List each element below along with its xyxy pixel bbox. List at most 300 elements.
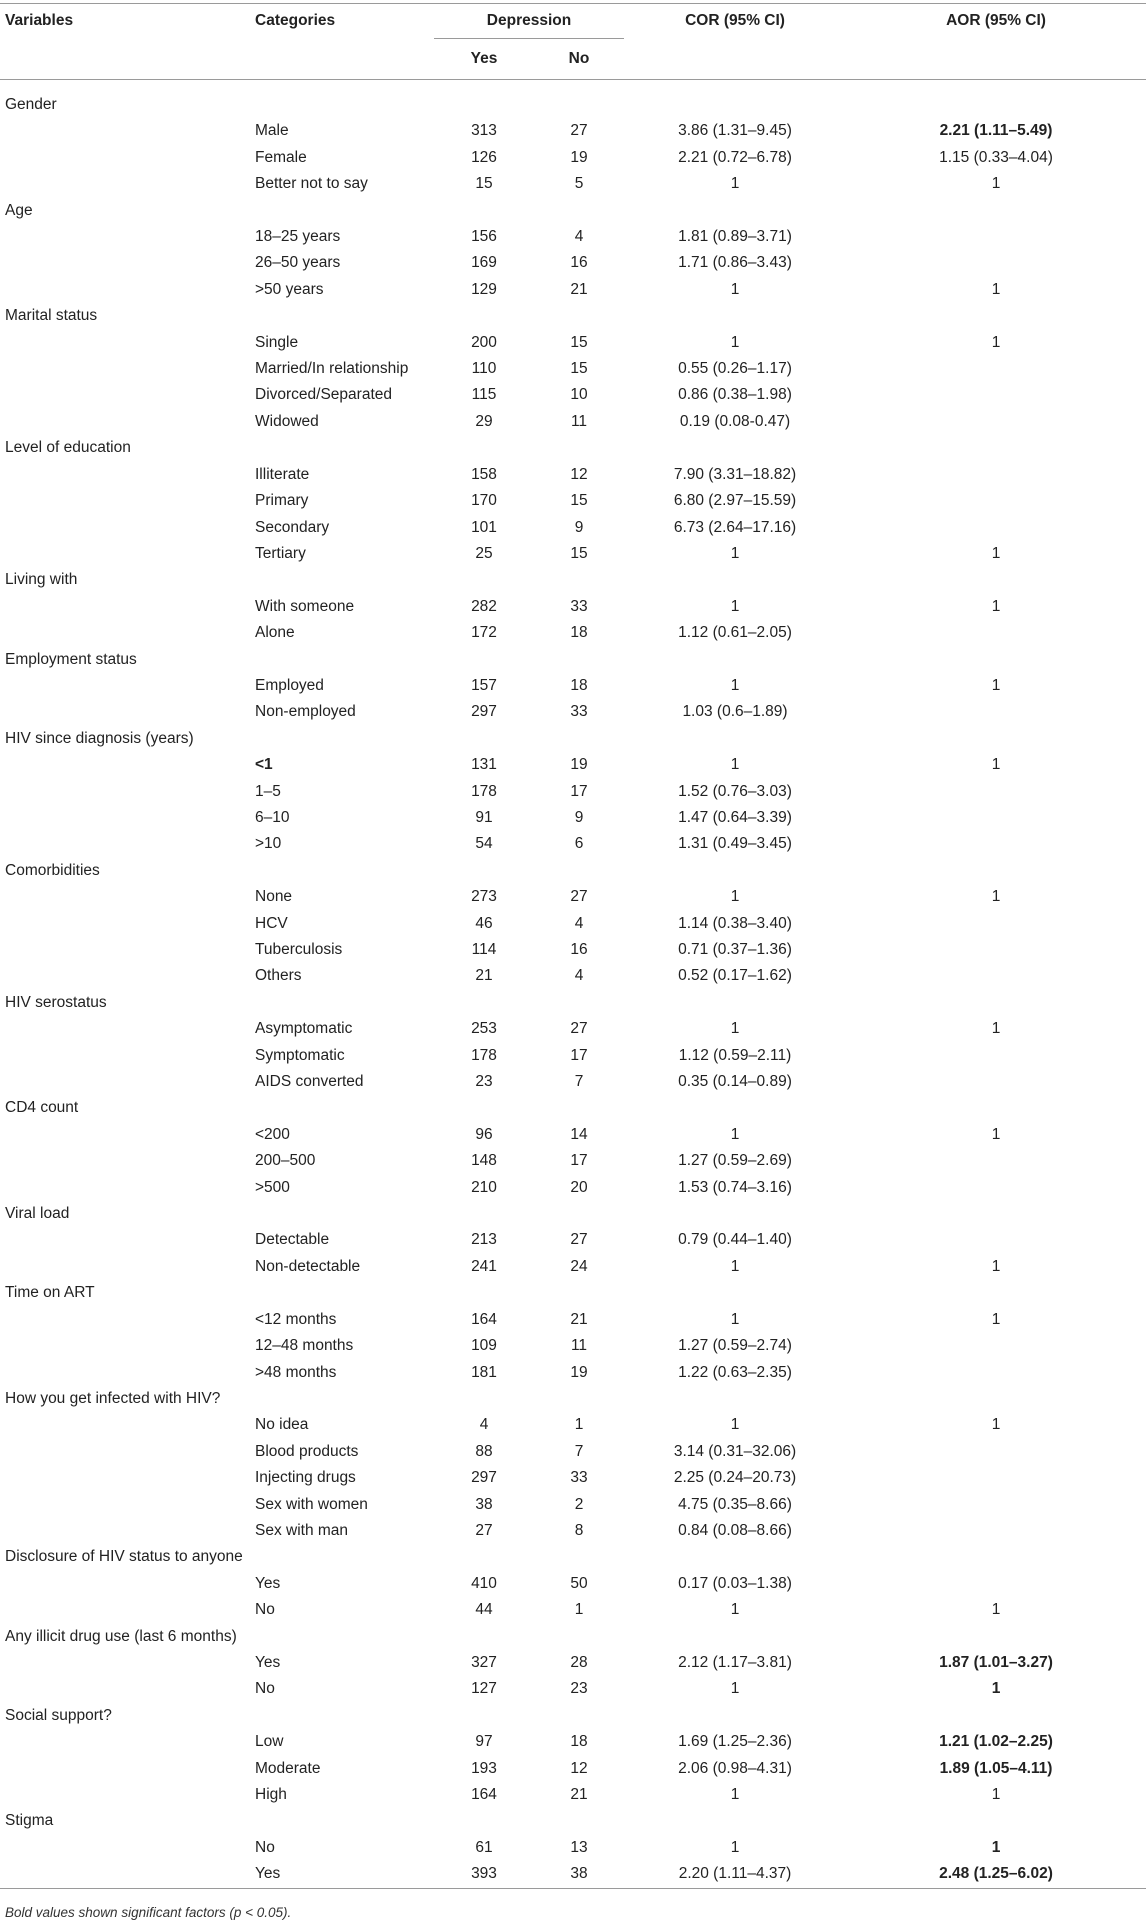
cell-yes: 200 [471, 333, 497, 351]
table-row [0, 1756, 1146, 1782]
cell-aor [846, 1465, 1146, 1491]
cell-category: HCV [255, 914, 288, 932]
table-row [0, 1597, 1146, 1623]
cell-no: 15 [570, 544, 588, 562]
cell-aor [846, 1333, 1146, 1359]
cell-cor: 1.12 (0.61–2.05) [678, 624, 792, 642]
table-row [0, 1227, 1146, 1253]
cell-cor: 2.21 (0.72–6.78) [678, 148, 792, 166]
variable-name: Stigma [5, 1812, 54, 1830]
table-row [0, 1465, 1146, 1491]
cell-aor [846, 1227, 1146, 1253]
cell-category: Tuberculosis [255, 941, 343, 958]
cell-aor [846, 699, 1146, 725]
cell-cor: 1.81 (0.89–3.71) [678, 228, 792, 246]
cell-no: 4 [574, 914, 584, 932]
variable-name: Employment status [5, 650, 137, 668]
cell-no: 24 [570, 1257, 588, 1275]
cell-no: 27 [570, 888, 588, 906]
header-spacer [0, 80, 1146, 93]
cell-no: 16 [570, 941, 588, 958]
cell-category: Others [255, 967, 302, 985]
variable-row [0, 990, 1146, 1016]
cell-no: 27 [570, 1020, 588, 1038]
cell-no: 20 [570, 1178, 588, 1196]
cell-yes: 115 [471, 386, 497, 404]
table-row [0, 1333, 1146, 1359]
table-row [0, 884, 1146, 910]
cell-no: 19 [570, 1363, 588, 1381]
cell-yes: 241 [471, 1257, 497, 1275]
cell-yes: 29 [475, 412, 493, 430]
cell-cor: 1.71 (0.86–3.43) [678, 254, 792, 272]
variable-row [0, 303, 1146, 329]
cell-yes: 282 [471, 597, 497, 615]
cell-yes: 91 [475, 808, 493, 826]
cell-cor: 1 [730, 1838, 740, 1856]
cell-aor: 1 [991, 597, 1001, 615]
cell-category: <1 [255, 756, 273, 774]
table-row [0, 937, 1146, 963]
cell-yes: 327 [471, 1653, 497, 1671]
cell-no: 21 [570, 1310, 588, 1328]
cell-cor: 2.12 (1.17–3.81) [678, 1653, 792, 1671]
cell-no: 38 [534, 1861, 624, 1888]
cell-no: 13 [570, 1838, 588, 1856]
cell-category: 1–5 [255, 782, 281, 800]
cell-cor: 6.73 (2.64–17.16) [673, 518, 797, 536]
table-row [0, 1412, 1146, 1438]
cell-yes: 297 [471, 1469, 497, 1487]
table-row [0, 1492, 1146, 1518]
cell-cor: 1.14 (0.38–3.40) [678, 914, 792, 932]
cell-aor: 1.21 (1.02–2.25) [939, 1733, 1053, 1751]
cell-yes: 393 [434, 1861, 534, 1888]
cell-yes: 38 [475, 1495, 493, 1513]
cell-cor: 0.55 (0.26–1.17) [678, 360, 792, 378]
cell-no: 11 [570, 1337, 588, 1355]
table-row [0, 356, 1146, 382]
cell-category: Better not to say [255, 175, 368, 193]
cell-yes: 61 [475, 1838, 493, 1856]
variable-name: Age [5, 201, 33, 219]
cell-cor: 1 [730, 888, 740, 906]
cell-aor [846, 1571, 1146, 1597]
variable-name: How you get infected with HIV? [5, 1389, 221, 1407]
table-row [0, 1307, 1146, 1333]
cell-cor: 1.31 (0.49–3.45) [678, 835, 792, 853]
cell-no: 17 [570, 1152, 588, 1170]
table-row [0, 779, 1146, 805]
cell-cor: 7.90 (3.31–18.82) [673, 465, 797, 483]
cell-yes: 213 [471, 1231, 497, 1249]
cell-cor: 1 [730, 1786, 740, 1803]
cell-no: 33 [570, 703, 588, 721]
cell-aor [846, 620, 1146, 646]
cell-cor: 1.27 (0.59–2.69) [678, 1152, 792, 1170]
cell-category: 26–50 years [255, 254, 341, 272]
cell-cor: 0.17 (0.03–1.38) [678, 1574, 792, 1592]
cell-no: 21 [570, 280, 588, 298]
table-row [0, 1676, 1146, 1702]
cell-yes: 178 [471, 782, 497, 800]
cell-cor: 1 [730, 280, 740, 298]
cell-aor: 1 [991, 175, 1001, 193]
cell-cor: 0.35 (0.14–0.89) [678, 1073, 792, 1091]
cell-aor: 1 [991, 1125, 1001, 1143]
cell-category: With someone [255, 597, 355, 615]
cell-category: Male [255, 122, 289, 140]
variable-name: Level of education [5, 439, 131, 457]
cell-yes: 410 [471, 1574, 497, 1592]
cell-aor: 1 [991, 1257, 1001, 1275]
variable-name: Marital status [5, 307, 98, 325]
cell-yes: 127 [471, 1680, 497, 1698]
cell-cor: 1.52 (0.76–3.03) [678, 782, 792, 800]
cell-no: 1 [574, 1416, 584, 1434]
cell-no: 33 [570, 597, 588, 615]
cell-category: 18–25 years [255, 228, 341, 246]
cell-yes: 126 [471, 148, 497, 166]
cell-category: Asymptomatic [255, 1020, 353, 1038]
cell-aor: 1 [991, 756, 1001, 774]
table-body [0, 80, 1146, 1889]
variable-row [0, 858, 1146, 884]
cell-no: 33 [570, 1469, 588, 1487]
cell-category: No [255, 1680, 275, 1698]
header-cor: COR (95% CI) [624, 4, 846, 80]
cell-category: >10 [255, 835, 282, 853]
cell-no: 8 [574, 1521, 584, 1539]
table-row [0, 1439, 1146, 1465]
cell-aor: 1.87 (1.01–3.27) [939, 1653, 1053, 1671]
cell-cor: 1 [730, 1680, 740, 1698]
cell-aor [846, 1043, 1146, 1069]
cell-aor: 2.48 (1.25–6.02) [846, 1861, 1146, 1888]
cell-yes: 157 [471, 676, 497, 694]
table-row [0, 171, 1146, 197]
cell-yes: 101 [471, 518, 497, 536]
cell-aor [846, 963, 1146, 989]
cell-yes: 23 [475, 1073, 493, 1091]
table-row [0, 911, 1146, 937]
cell-yes: 170 [471, 492, 497, 510]
table-row [0, 277, 1146, 303]
cell-category: None [255, 888, 293, 906]
cell-cor: 0.71 (0.37–1.36) [678, 941, 792, 958]
cell-aor [846, 515, 1146, 541]
variable-name: Social support? [5, 1706, 112, 1724]
table-footnote: Bold values shown significant factors (p < 0.05). [5, 1905, 292, 1920]
cell-cor: 0.84 (0.08–8.66) [678, 1521, 792, 1539]
cell-category: Divorced/Separated [255, 386, 392, 404]
cell-category: High [255, 1786, 287, 1803]
cell-aor: 1 [991, 676, 1001, 694]
cell-yes: 25 [475, 544, 493, 562]
table-row [0, 1518, 1146, 1544]
cell-category: No [255, 1838, 275, 1856]
variable-row [0, 1280, 1146, 1306]
cell-category: Non-detectable [255, 1257, 361, 1275]
cell-cor: 1.22 (0.63–2.35) [678, 1363, 792, 1381]
table-row [0, 831, 1146, 857]
cell-aor: 1 [991, 1680, 1001, 1698]
table-row [0, 1782, 1146, 1808]
header-no: No [534, 39, 624, 80]
cell-category: Low [255, 1733, 284, 1751]
table-row [0, 1148, 1146, 1174]
cell-category: Sex with women [255, 1495, 368, 1513]
cell-category: Moderate [255, 1759, 321, 1777]
cell-no: 10 [570, 386, 588, 404]
cell-yes: 27 [475, 1521, 493, 1539]
table-row [0, 699, 1146, 725]
cell-no: 50 [570, 1574, 588, 1592]
cell-category: Yes [247, 1861, 434, 1888]
cell-cor: 1 [730, 175, 740, 193]
cell-cor: 1.53 (0.74–3.16) [678, 1178, 792, 1196]
cell-category: Non-employed [255, 703, 356, 721]
header-yes: Yes [434, 39, 534, 80]
table-row [0, 1254, 1146, 1280]
cell-cor: 0.86 (0.38–1.98) [678, 386, 792, 404]
variable-name: Any illicit drug use (last 6 months) [5, 1627, 237, 1645]
table-row [0, 145, 1146, 171]
cell-aor: 2.21 (1.11–5.49) [939, 122, 1053, 140]
table-row [0, 620, 1146, 646]
cell-yes: 97 [475, 1733, 493, 1751]
cell-category: Yes [255, 1574, 281, 1592]
cell-aor [846, 462, 1146, 488]
cell-yes: 156 [471, 228, 497, 246]
cell-aor [846, 1518, 1146, 1544]
cell-cor: 0.19 (0.08-0.47) [679, 412, 791, 430]
cell-category: No [255, 1601, 275, 1619]
cell-cor: 0.52 (0.17–1.62) [678, 967, 792, 985]
cell-yes: 273 [471, 888, 497, 906]
table-row [0, 752, 1146, 778]
cell-category: Blood products [255, 1442, 359, 1460]
cell-yes: 210 [471, 1178, 497, 1196]
header-variables: Variables [0, 4, 247, 80]
cell-category: No idea [255, 1416, 309, 1434]
cell-aor: 1 [991, 280, 1001, 298]
cell-no: 18 [570, 624, 588, 642]
cell-aor: 1 [991, 1310, 1001, 1328]
cell-aor [846, 250, 1146, 276]
cell-category: Female [255, 148, 307, 166]
cell-yes: 96 [475, 1125, 493, 1143]
cell-category: Secondary [255, 518, 330, 536]
cell-no: 27 [570, 1231, 588, 1249]
table-row [0, 805, 1146, 831]
cell-category: Primary [255, 492, 309, 510]
cell-no: 14 [570, 1125, 588, 1143]
header-depression: Depression [434, 4, 624, 39]
cell-category: >48 months [255, 1363, 337, 1381]
variable-name: Comorbidities [5, 861, 100, 879]
cell-yes: 181 [471, 1363, 497, 1381]
table-row [0, 1650, 1146, 1676]
cell-cor: 4.75 (0.35–8.66) [678, 1495, 792, 1513]
cell-no: 12 [570, 1759, 588, 1777]
cell-no: 18 [570, 1733, 588, 1751]
variable-name: Time on ART [5, 1284, 95, 1302]
cell-aor [846, 1492, 1146, 1518]
cell-aor [846, 409, 1146, 435]
cell-yes: 253 [471, 1020, 497, 1038]
table-row [0, 541, 1146, 567]
cell-no: 9 [574, 808, 584, 826]
cell-yes: 297 [471, 703, 497, 721]
variable-name: Disclosure of HIV status to anyone [5, 1548, 243, 1566]
cell-yes: 131 [471, 756, 497, 774]
cell-no: 6 [574, 835, 584, 853]
cell-category: Sex with man [255, 1521, 349, 1539]
cell-yes: 172 [471, 624, 497, 642]
cell-yes: 15 [475, 175, 493, 193]
cell-category: Yes [255, 1653, 281, 1671]
cell-aor [846, 356, 1146, 382]
cell-aor: 1 [991, 1786, 1001, 1803]
cell-category: >50 years [255, 280, 324, 298]
table-row [0, 118, 1146, 144]
cell-yes: 44 [475, 1601, 493, 1619]
cell-cor: 1.12 (0.59–2.11) [678, 1046, 792, 1064]
table-row [0, 409, 1146, 435]
cell-no: 4 [574, 228, 584, 246]
cell-aor [846, 488, 1146, 514]
cell-cor: 1 [730, 1020, 740, 1038]
table-row [0, 515, 1146, 541]
cell-no: 18 [570, 676, 588, 694]
cell-no: 1 [574, 1601, 584, 1619]
cell-yes: 4 [479, 1416, 489, 1434]
header-categories: Categories [247, 4, 434, 80]
table-header [0, 4, 1146, 80]
cell-category: 6–10 [255, 808, 290, 826]
table-row [0, 462, 1146, 488]
variable-row [0, 1095, 1146, 1121]
cell-no: 12 [570, 465, 588, 483]
cell-yes: 114 [471, 941, 497, 958]
cell-cor: 1.27 (0.59–2.74) [678, 1337, 792, 1355]
variable-name: HIV since diagnosis (years) [5, 729, 194, 747]
cell-no: 19 [570, 756, 588, 774]
cell-no: 11 [570, 412, 588, 430]
variable-name: HIV serostatus [5, 993, 107, 1011]
cell-no: 2 [574, 1495, 584, 1513]
variable-row [0, 435, 1146, 461]
cell-aor [846, 937, 1146, 963]
variable-row [0, 647, 1146, 673]
cell-category: Alone [255, 624, 295, 642]
table-row [0, 250, 1146, 276]
cell-yes: 164 [471, 1310, 497, 1328]
cell-no: 28 [570, 1653, 588, 1671]
cell-no: 5 [574, 175, 584, 193]
cell-category: Widowed [255, 412, 319, 430]
table-row [0, 1122, 1146, 1148]
variable-row [0, 1808, 1146, 1834]
variable-row [0, 1544, 1146, 1570]
cell-aor: 1 [991, 333, 1001, 351]
table-row [0, 963, 1146, 989]
cell-yes: 148 [471, 1152, 497, 1170]
variable-row [0, 198, 1146, 224]
cell-aor: 1 [991, 1838, 1001, 1856]
variable-name: CD4 count [5, 1099, 79, 1117]
cell-category: Illiterate [255, 465, 310, 483]
cell-yes: 178 [471, 1046, 497, 1064]
variable-name: Living with [5, 571, 78, 589]
table-row [0, 1729, 1146, 1755]
cell-aor: 1 [991, 1020, 1001, 1038]
cell-cor: 1.69 (1.25–2.36) [678, 1733, 792, 1751]
table-row [0, 1175, 1146, 1201]
cell-aor [846, 1175, 1146, 1201]
cell-cor: 1 [730, 597, 740, 615]
cell-yes: 46 [475, 914, 493, 932]
table-row [0, 488, 1146, 514]
variable-row [0, 1624, 1146, 1650]
cell-yes: 313 [471, 122, 497, 140]
cell-cor: 1 [730, 676, 740, 694]
cell-cor: 1 [730, 1125, 740, 1143]
cell-yes: 164 [471, 1786, 497, 1803]
cell-no: 15 [570, 492, 588, 510]
cell-no: 17 [570, 1046, 588, 1064]
table-row [0, 1016, 1146, 1042]
cell-no: 23 [570, 1680, 588, 1698]
table-row [0, 1069, 1146, 1095]
cell-no: 9 [574, 518, 584, 536]
table-row [0, 382, 1146, 408]
cell-aor [846, 382, 1146, 408]
variable-name: Viral load [5, 1205, 70, 1223]
table-row [0, 1861, 1146, 1888]
cell-aor [846, 1439, 1146, 1465]
cell-no: 7 [574, 1073, 584, 1091]
table-row [0, 224, 1146, 250]
table-row [0, 1571, 1146, 1597]
cell-no: 27 [570, 122, 588, 140]
cell-aor: 1 [991, 1416, 1001, 1434]
variable-row [0, 1201, 1146, 1227]
cell-cor: 1 [730, 333, 740, 351]
cell-aor: 1.89 (1.05–4.11) [939, 1759, 1053, 1777]
variable-row [0, 1703, 1146, 1729]
variable-row [0, 1386, 1146, 1412]
table-row [0, 1360, 1146, 1386]
cell-cor: 2.06 (0.98–4.31) [678, 1759, 792, 1777]
cell-yes: 193 [471, 1759, 497, 1777]
cell-yes: 158 [471, 465, 497, 483]
cell-cor: 6.80 (2.97–15.59) [673, 492, 797, 510]
cell-cor: 3.14 (0.31–32.06) [673, 1442, 797, 1460]
cell-cor: 1 [730, 756, 740, 774]
cell-aor: 1 [991, 888, 1001, 906]
cell-aor [846, 224, 1146, 250]
cell-cor: 2.25 (0.24–20.73) [673, 1469, 797, 1487]
table-row [0, 1043, 1146, 1069]
variable-row [0, 567, 1146, 593]
cell-cor: 1 [730, 1601, 740, 1619]
cell-category: AIDS converted [255, 1073, 364, 1091]
cell-no: 7 [574, 1442, 584, 1460]
cell-yes: 88 [475, 1442, 493, 1460]
cell-yes: 110 [471, 360, 497, 378]
